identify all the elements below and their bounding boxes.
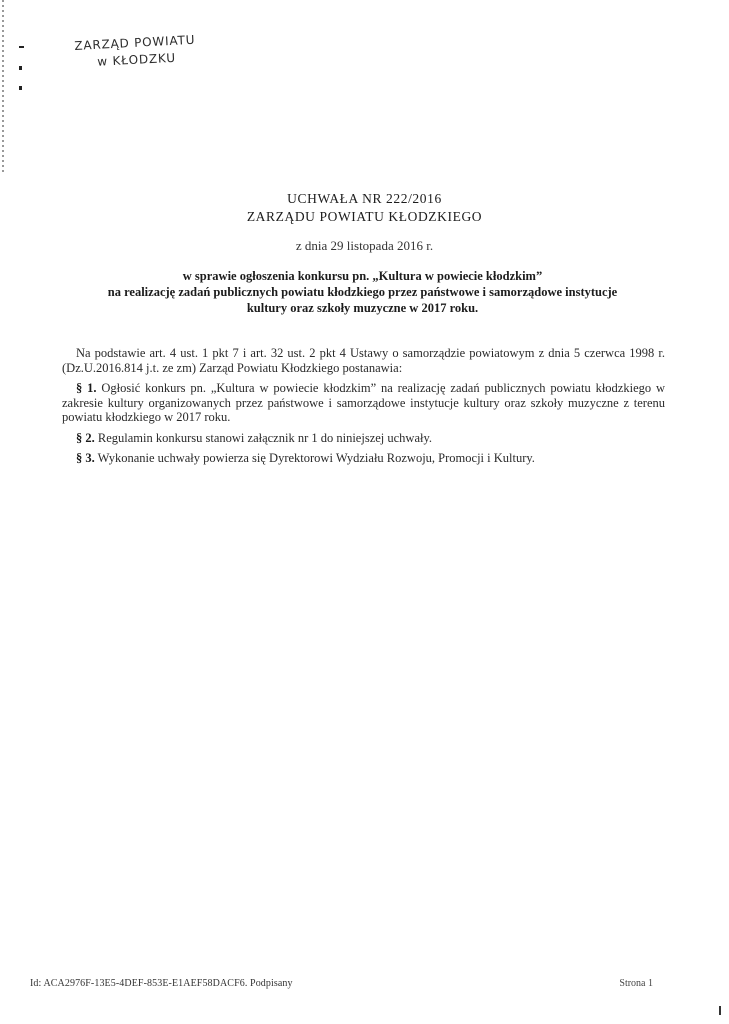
scan-mark bbox=[19, 86, 22, 90]
resolution-title bbox=[0, 190, 729, 226]
document-id-footer: Id: ACA2976F-13E5-4DEF-853E-E1AEF58DACF6. Podpisany bbox=[30, 978, 293, 989]
section-3-text: Wykonanie uchwały powierza się Dyrektorowi Wydziału Rozwoju, Promocji i Kultury. bbox=[97, 451, 535, 465]
section-1-label: § 1. bbox=[76, 381, 97, 395]
scan-mark bbox=[19, 66, 22, 70]
section-3-paragraph bbox=[62, 451, 665, 466]
resolution-subject bbox=[60, 268, 665, 316]
page-number: Strona 1 bbox=[619, 978, 653, 989]
resolution-body bbox=[62, 346, 665, 472]
issuing-body: ZARZĄDU POWIATU KŁODZKIEGO bbox=[246, 209, 483, 224]
stamp-line-2: w KŁODZKU bbox=[96, 50, 177, 69]
office-stamp bbox=[74, 32, 197, 72]
section-3-label: § 3. bbox=[76, 451, 95, 465]
subject-line-2: na realizację zadań publicznych powiatu kłodzkiego przez państwowe i samorządowe instytucje bbox=[107, 285, 618, 299]
section-2-label: § 2. bbox=[76, 430, 95, 445]
scan-mark bbox=[719, 1006, 721, 1015]
section-1-paragraph bbox=[62, 381, 665, 425]
section-1-text: Ogłosić konkurs pn. „Kultura w powiecie kłodzkim” na realizację zadań publicznych powiatu kłodzkiego w zakresie kultury organizowanych przez państwowe i samorządowe instytucje kultury oraz szkoły muzyczne z terenu powiatu kłodzkiego w 2017 roku. bbox=[62, 381, 666, 424]
section-2-paragraph bbox=[62, 431, 665, 446]
stamp-line-1: ZARZĄD POWIATU bbox=[74, 32, 196, 53]
subject-line-1: w sprawie ogłoszenia konkursu pn. „Kultura w powiecie kłodzkim” bbox=[182, 269, 543, 283]
section-2-text: Regulamin konkursu stanowi załącznik nr 1 do niniejszej uchwały. bbox=[97, 430, 433, 445]
resolution-number: UCHWAŁA NR 222/2016 bbox=[287, 191, 442, 206]
scan-edge-marks bbox=[2, 0, 4, 175]
scan-mark bbox=[19, 46, 24, 48]
preamble-paragraph: Na podstawie art. 4 ust. 1 pkt 7 i art. 32 ust. 2 pkt 4 Ustawy o samorządzie powiatowym z dnia 5 czerwca 1998 r. (Dz.U.2016.814 j.t. ze zm) Zarząd Powiatu Kłodzkiego postanawia: bbox=[62, 346, 665, 375]
resolution-date: z dnia 29 listopada 2016 r. bbox=[295, 238, 434, 253]
subject-line-3: kultury oraz szkoły muzyczne w 2017 roku. bbox=[246, 301, 479, 315]
